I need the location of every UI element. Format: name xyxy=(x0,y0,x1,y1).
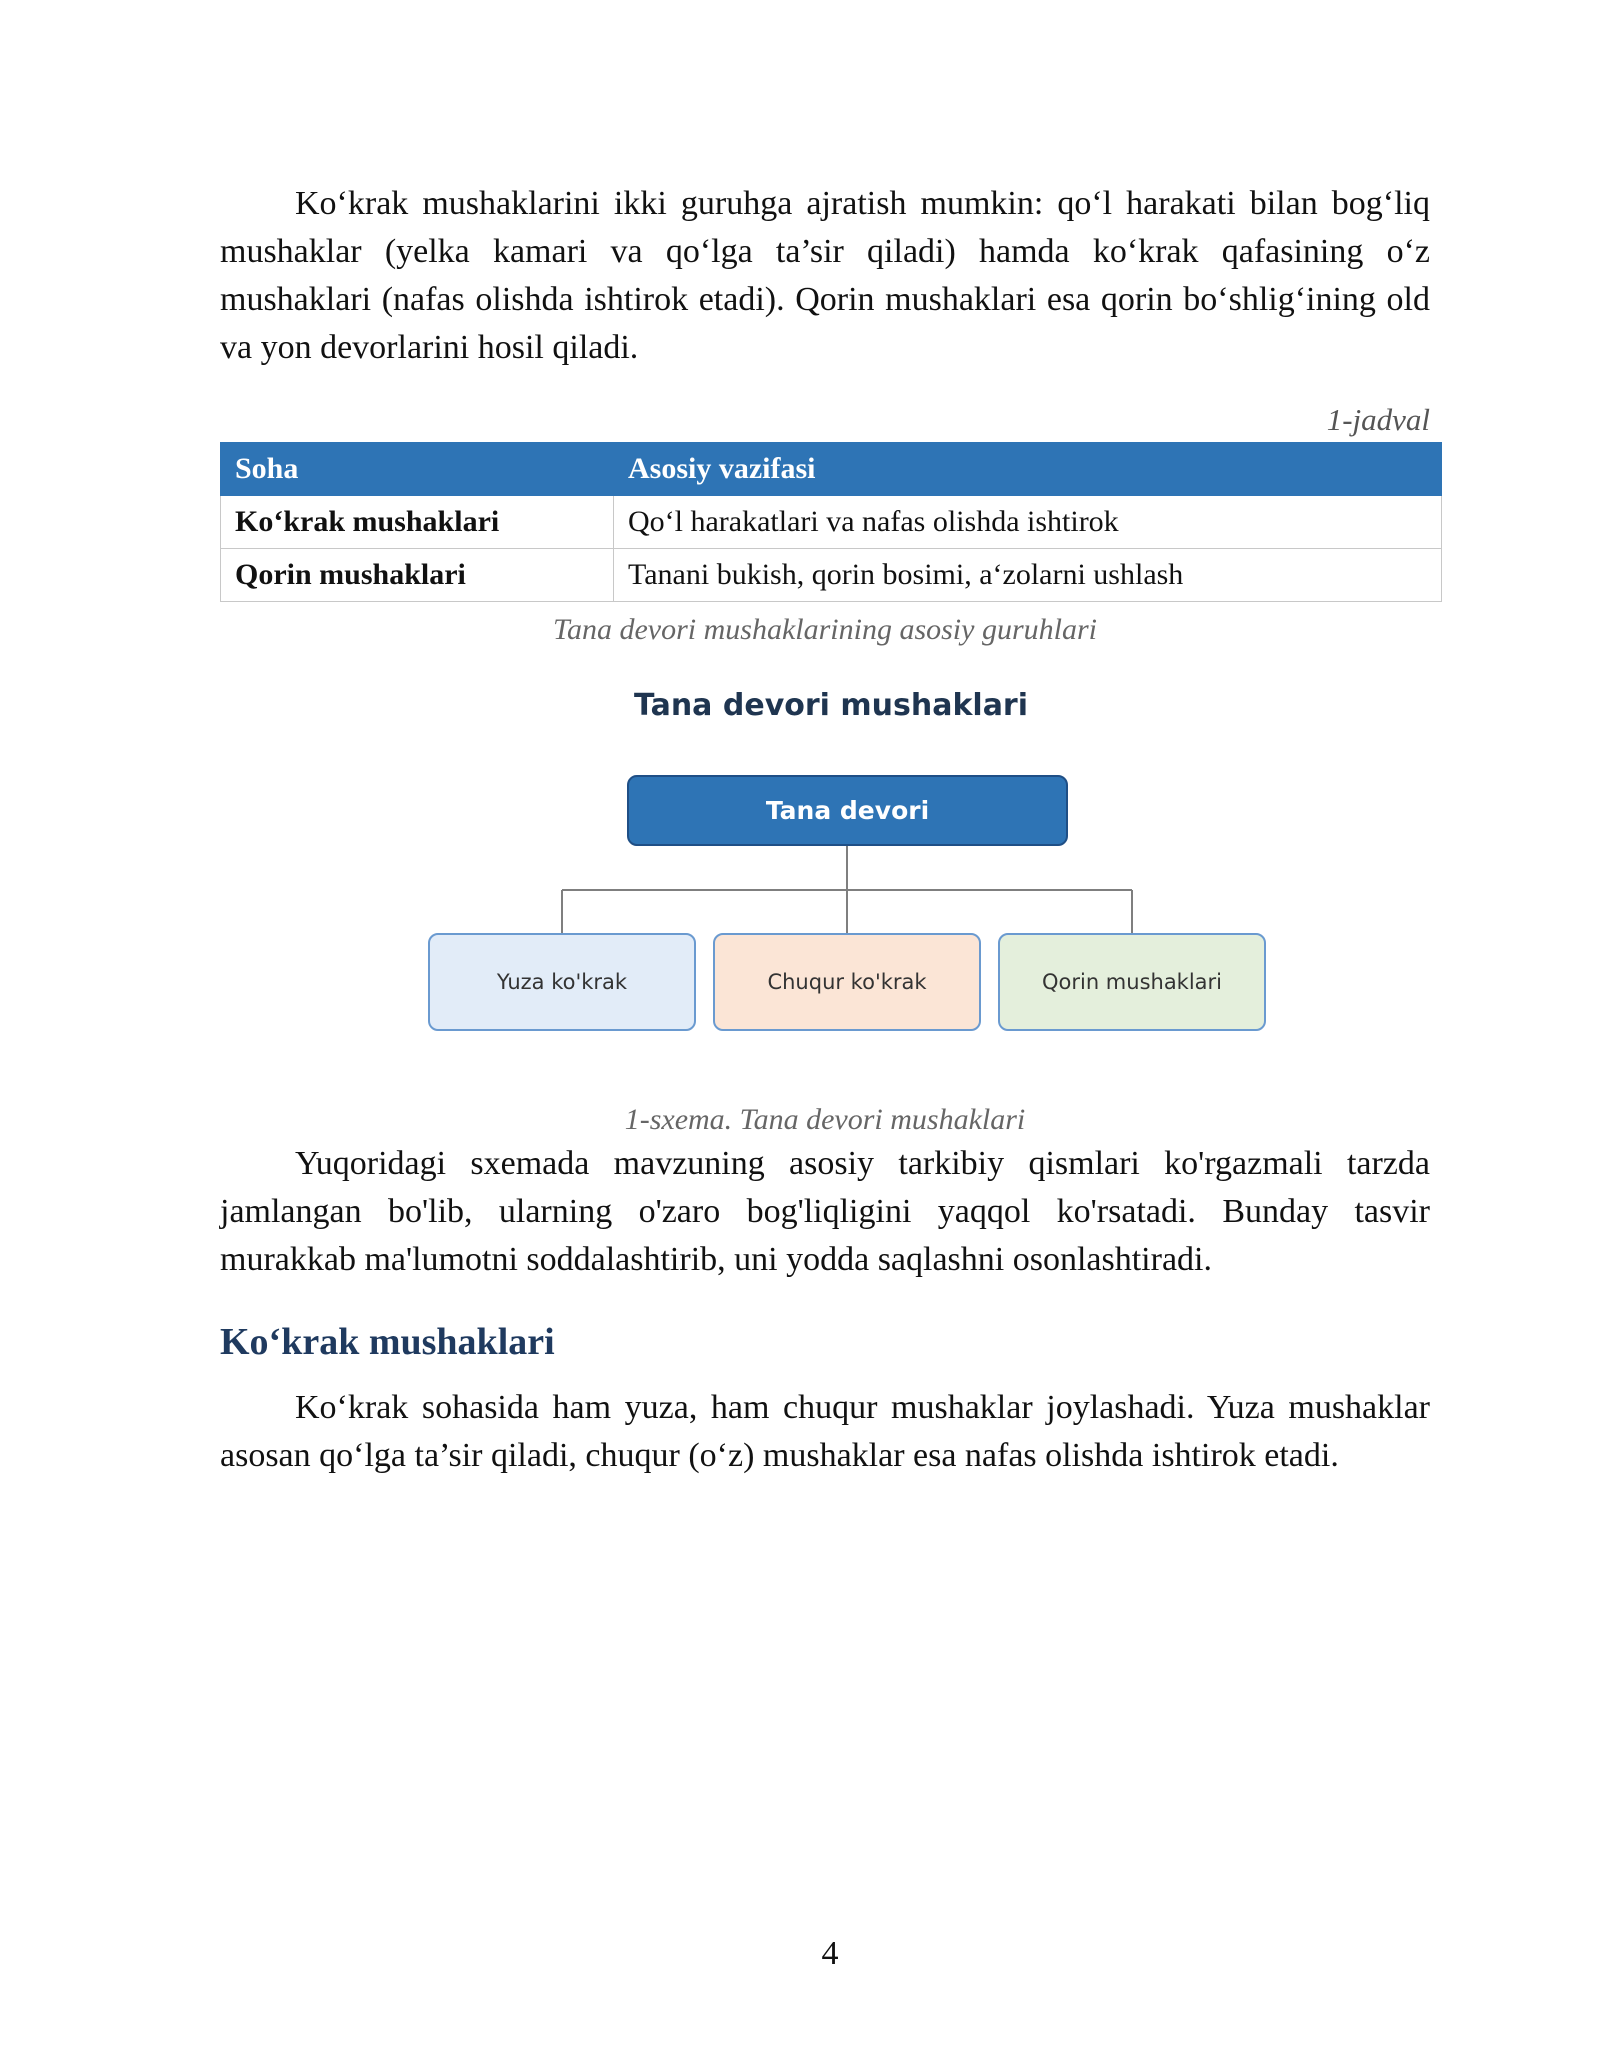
table-header-row xyxy=(221,443,1442,496)
table-row xyxy=(221,549,1442,602)
section-heading: Ko‘krak mushaklari xyxy=(220,1321,555,1363)
diagram-root-node: Tana devori xyxy=(627,775,1068,846)
diagram-node-yuza-kokrak: Yuza ko'krak xyxy=(428,933,696,1031)
diagram-node-qorin-mushaklari: Qorin mushaklari xyxy=(998,933,1266,1031)
intro-paragraph: Ko‘krak mushaklarini ikki guruhga ajratish mumkin: qo‘l harakati bilan bog‘liq mushaklar (yelka kamari va qo‘lga ta’sir qiladi) hamda ko‘krak qafasining o‘z mushaklari (nafas olishda ishtirok etadi). Qorin mushaklari esa qorin bo‘shlig‘ining old va yon devorlarini hosil qiladi. xyxy=(220,185,1430,366)
muscle-table xyxy=(220,442,1442,602)
table-cell: Qo‘l harakatlari va nafas olishda ishtirok xyxy=(614,496,1442,549)
table-header-cell: Soha xyxy=(221,443,614,496)
table-cell: Ko‘krak mushaklari xyxy=(221,496,614,549)
diagram-paragraph: Yuqoridagi sxemada mavzuning asosiy tarkibiy qismlari ko'rgazmali tarzda jamlangan bo'lib, ularning o'zaro bog'liqligini yaqqol ko'rsatadi. Bunday tasvir murakkab ma'lumotni soddalashtirib, uni yodda saqlashni osonlashtiradi. xyxy=(220,1145,1430,1278)
table-cell: Tanani bukish, qorin bosimi, a‘zolarni ushlash xyxy=(614,549,1442,602)
diagram-caption: 1-sxema. Tana devori mushaklari xyxy=(624,1103,1026,1136)
diagram-node-chuqur-kokrak: Chuqur ko'krak xyxy=(713,933,981,1031)
table-header-cell: Asosiy vazifasi xyxy=(614,443,1442,496)
diagram-title: Tana devori mushaklari xyxy=(633,688,1029,723)
document-page xyxy=(220,180,1430,1480)
table-caption: Tana devori mushaklarining asosiy guruhlari xyxy=(553,613,1097,646)
table-label: 1-jadval xyxy=(1326,402,1430,437)
table-row xyxy=(221,496,1442,549)
page-number: 4 xyxy=(821,1935,839,1972)
hierarchy-diagram xyxy=(220,650,1442,1090)
table-cell: Qorin mushaklari xyxy=(221,549,614,602)
section-paragraph: Ko‘krak sohasida ham yuza, ham chuqur mushaklar joylashadi. Yuza mushaklar asosan qo‘lga ta’sir qiladi, chuqur (o‘z) mushaklar esa nafas olishda ishtirok etadi. xyxy=(220,1389,1430,1474)
